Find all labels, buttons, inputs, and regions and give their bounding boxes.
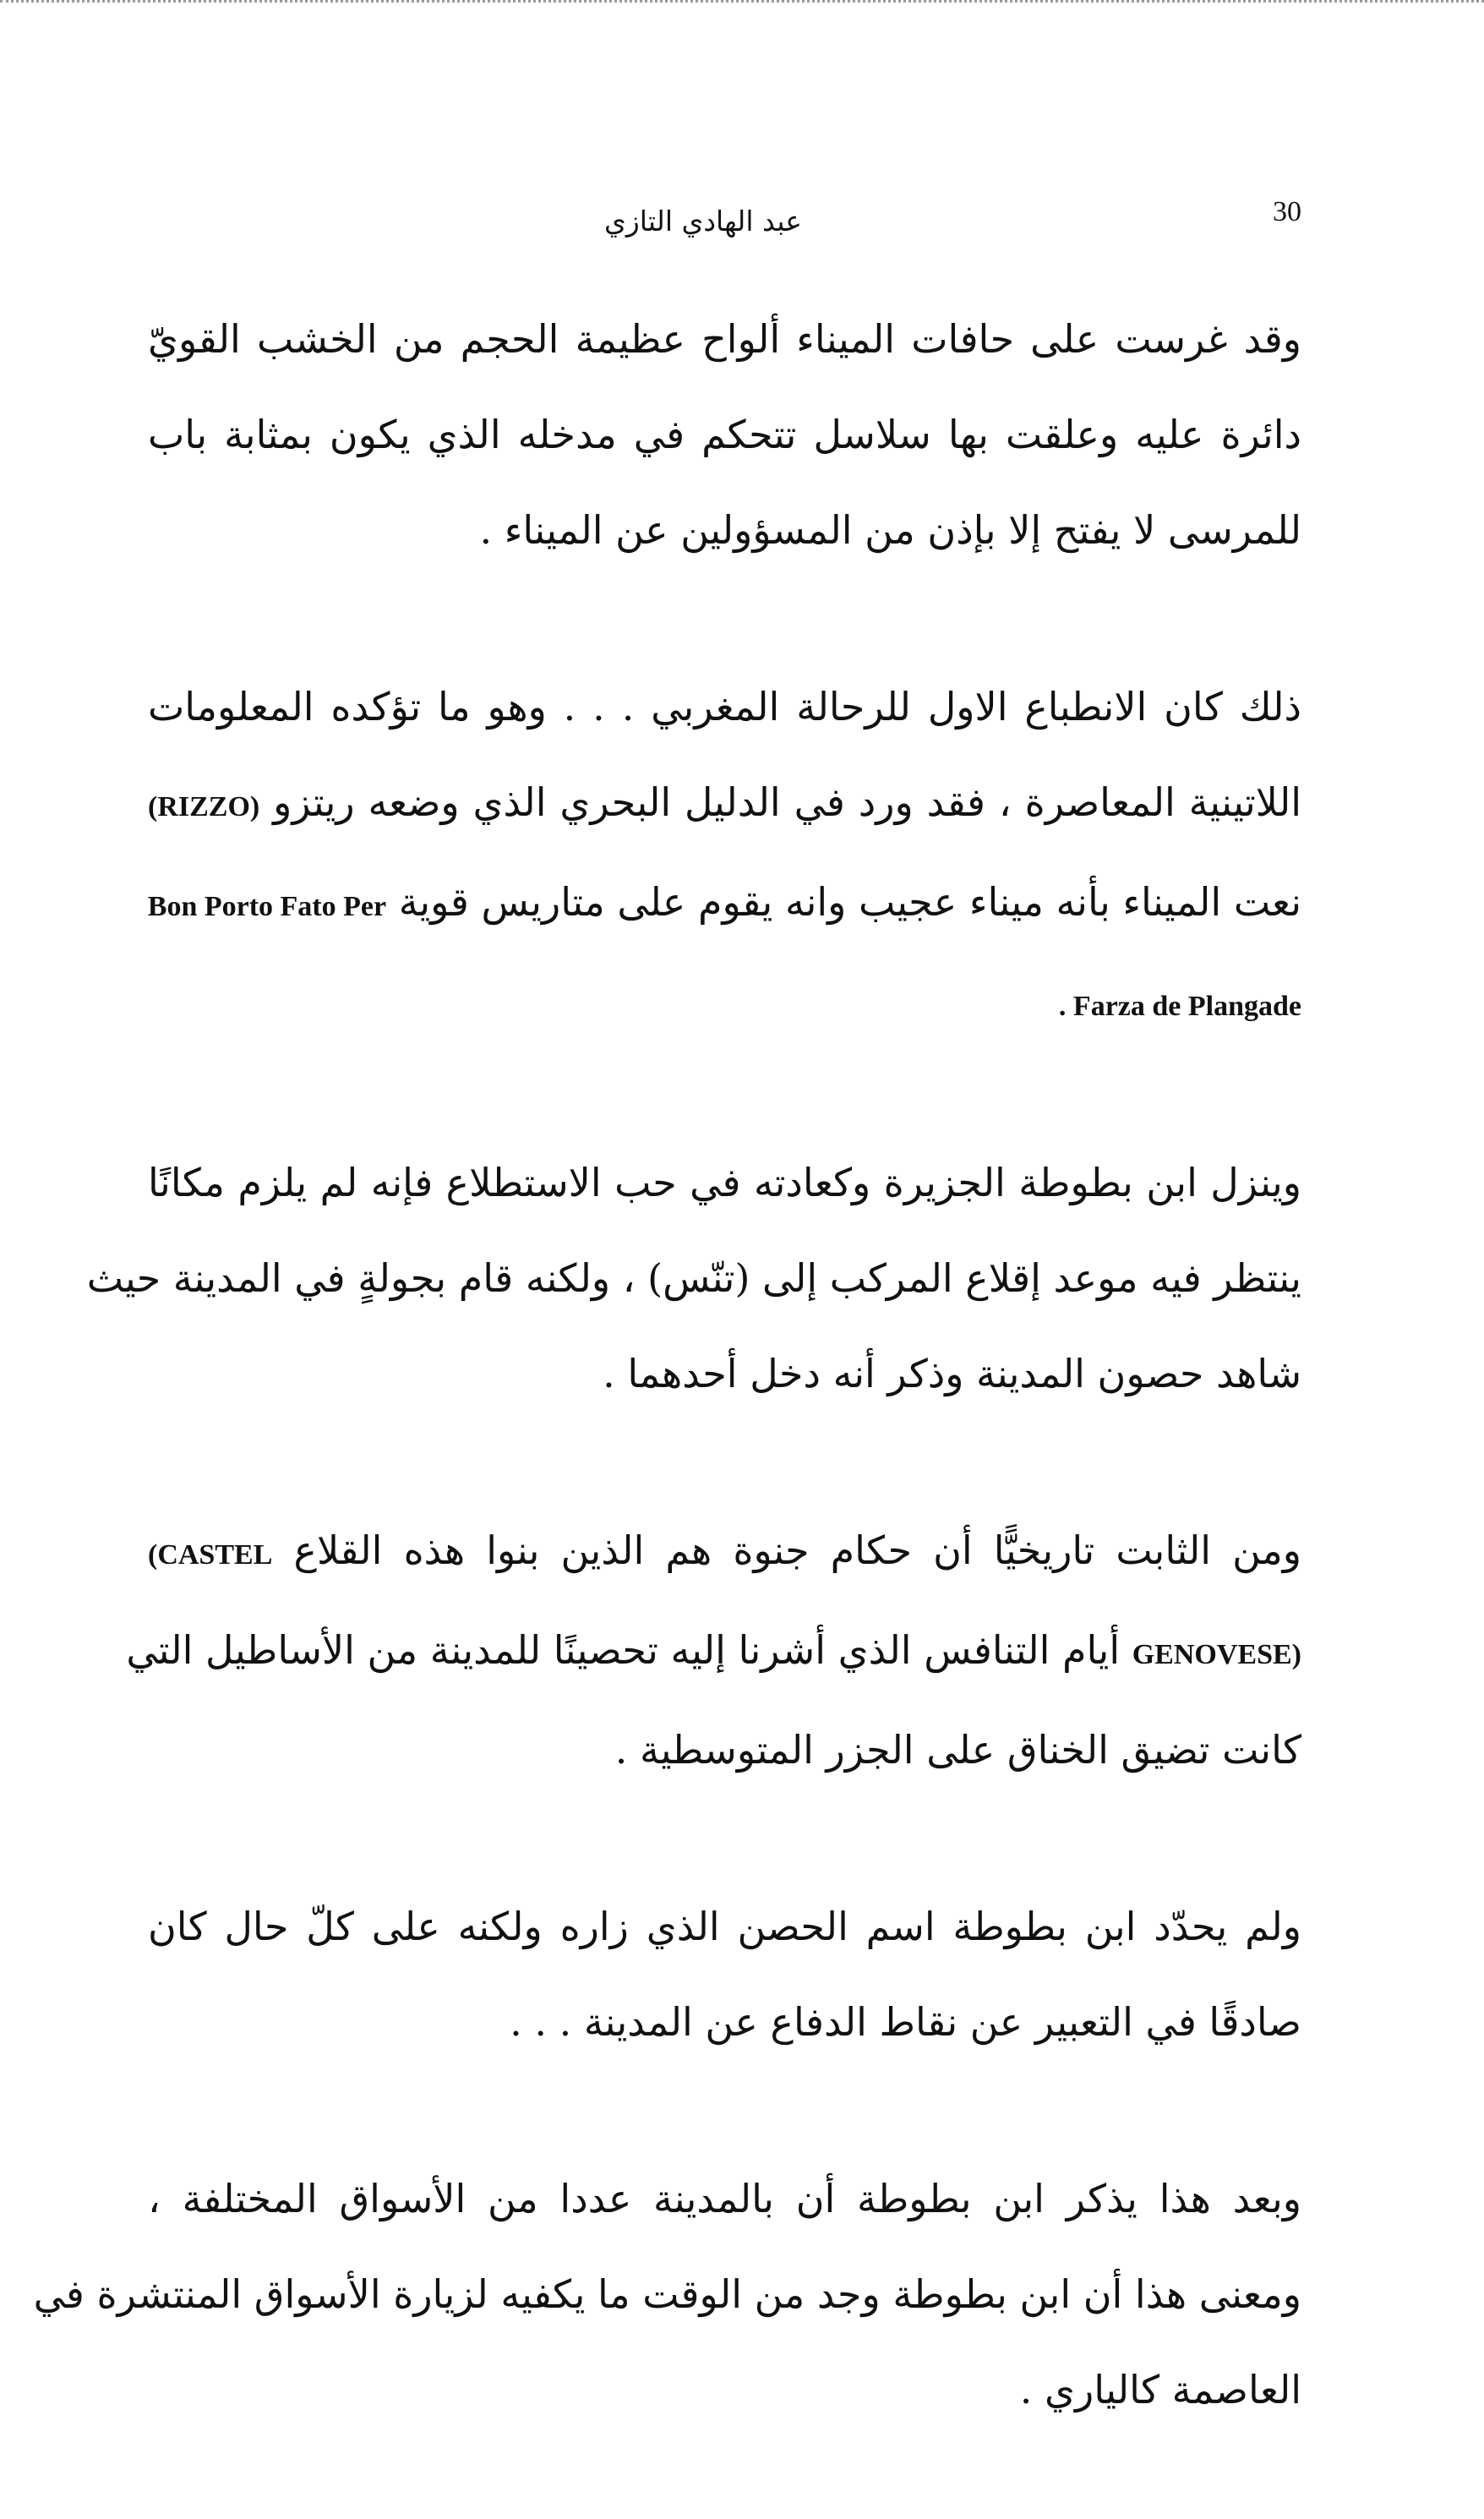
paragraph-latin-sources [148, 659, 1301, 1054]
text-line: ومعنى هذا أن ابن بطوطة وجد من الوقت ما يكفيه لزيارة الأسواق المنتشرة في [33, 2271, 1301, 2317]
text-line [148, 755, 1301, 855]
text-line: وينزل ابن بطوطة الجزيرة وكعادته في حب الاستطلاع فإنه لم يلزم مكانًا [148, 1160, 1301, 1205]
text-line [126, 1603, 1301, 1702]
paragraph-city-tour [86, 1135, 1301, 1422]
paragraph-harbor-description [148, 292, 1301, 578]
text-line [148, 855, 1301, 954]
text-segment-arabic: نعت الميناء بأنه ميناء عجيب وانه يقوم على متاريس قوية [398, 879, 1301, 925]
text-line: دائرة عليه وعلقت بها سلاسل تتحكم في مدخله الذي يكون بمثابة باب [148, 412, 1301, 457]
text-line: ولم يحدّد ابن بطوطة اسم الحصن الذي زاره ولكنه على كلّ حال كان [148, 1904, 1301, 1949]
page-header [144, 196, 1301, 247]
text-line: العاصمة كالياري . [1019, 2367, 1301, 2412]
text-line: وقد غرست على حافات الميناء ألواح عظيمة الحجم من الخشب القويّ [148, 316, 1301, 362]
text-line [148, 1503, 1301, 1603]
text-line: صادقًا في التعبير عن نقاط الدفاع عن المدينة . . . [510, 1999, 1301, 2045]
text-segment-arabic: ومن الثابت تاريخيًّا أن حكام جنوة هم الذين بنوا هذه القلاع [293, 1527, 1301, 1573]
text-line: ذلك كان الانطباع الاول للرحالة المغربي . . . وهو ما تؤكده المعلومات [148, 684, 1301, 729]
text-line: كانت تضيق الخناق على الجزر المتوسطية . [614, 1727, 1301, 1773]
latin-quote-start: Bon Porto Fato Per [147, 891, 387, 922]
scan-top-edge [0, 0, 1484, 3]
running-head-author: عبد الهادي التازي [604, 205, 802, 238]
page-body [33, 292, 1301, 2519]
text-line: للمرسى لا يفتح إلا بإذن من المسؤولين عن الميناء . [479, 507, 1301, 553]
latin-quote-end: . Farza de Plangade [1058, 991, 1301, 1022]
latin-term-rizzo: (RIZZO) [148, 791, 260, 822]
text-segment-arabic: أيام التنافس الذي أشرنا إليه تحصينًا للمدينة من الأساطيل التي [126, 1627, 1121, 1673]
text-segment-arabic: اللاتينية المعاصرة ، فقد ورد في الدليل البحري الذي وضعه ريتزو [273, 779, 1301, 825]
paragraph-markets [33, 2151, 1301, 2438]
text-line: وبعد هذا يذكر ابن بطوطة أن بالمدينة عددا من الأسواق المختلفة ، [148, 2176, 1301, 2221]
latin-term-genovese: GENOVESE) [1132, 1639, 1301, 1670]
text-line: ينتظر فيه موعد إقلاع المركب إلى (تنّس) ، ولكنه قام بجولةٍ في المدينة حيث [86, 1255, 1301, 1301]
paragraph-genoese-castles [126, 1503, 1301, 1798]
latin-term-castel: (CASTEL [148, 1539, 273, 1571]
text-line [148, 954, 1301, 1054]
page-number: 30 [1273, 196, 1301, 227]
text-line: شاهد حصون المدينة وذكر أنه دخل أحدهما . [603, 1351, 1301, 1396]
paragraph-fortress-name [148, 1879, 1301, 2070]
